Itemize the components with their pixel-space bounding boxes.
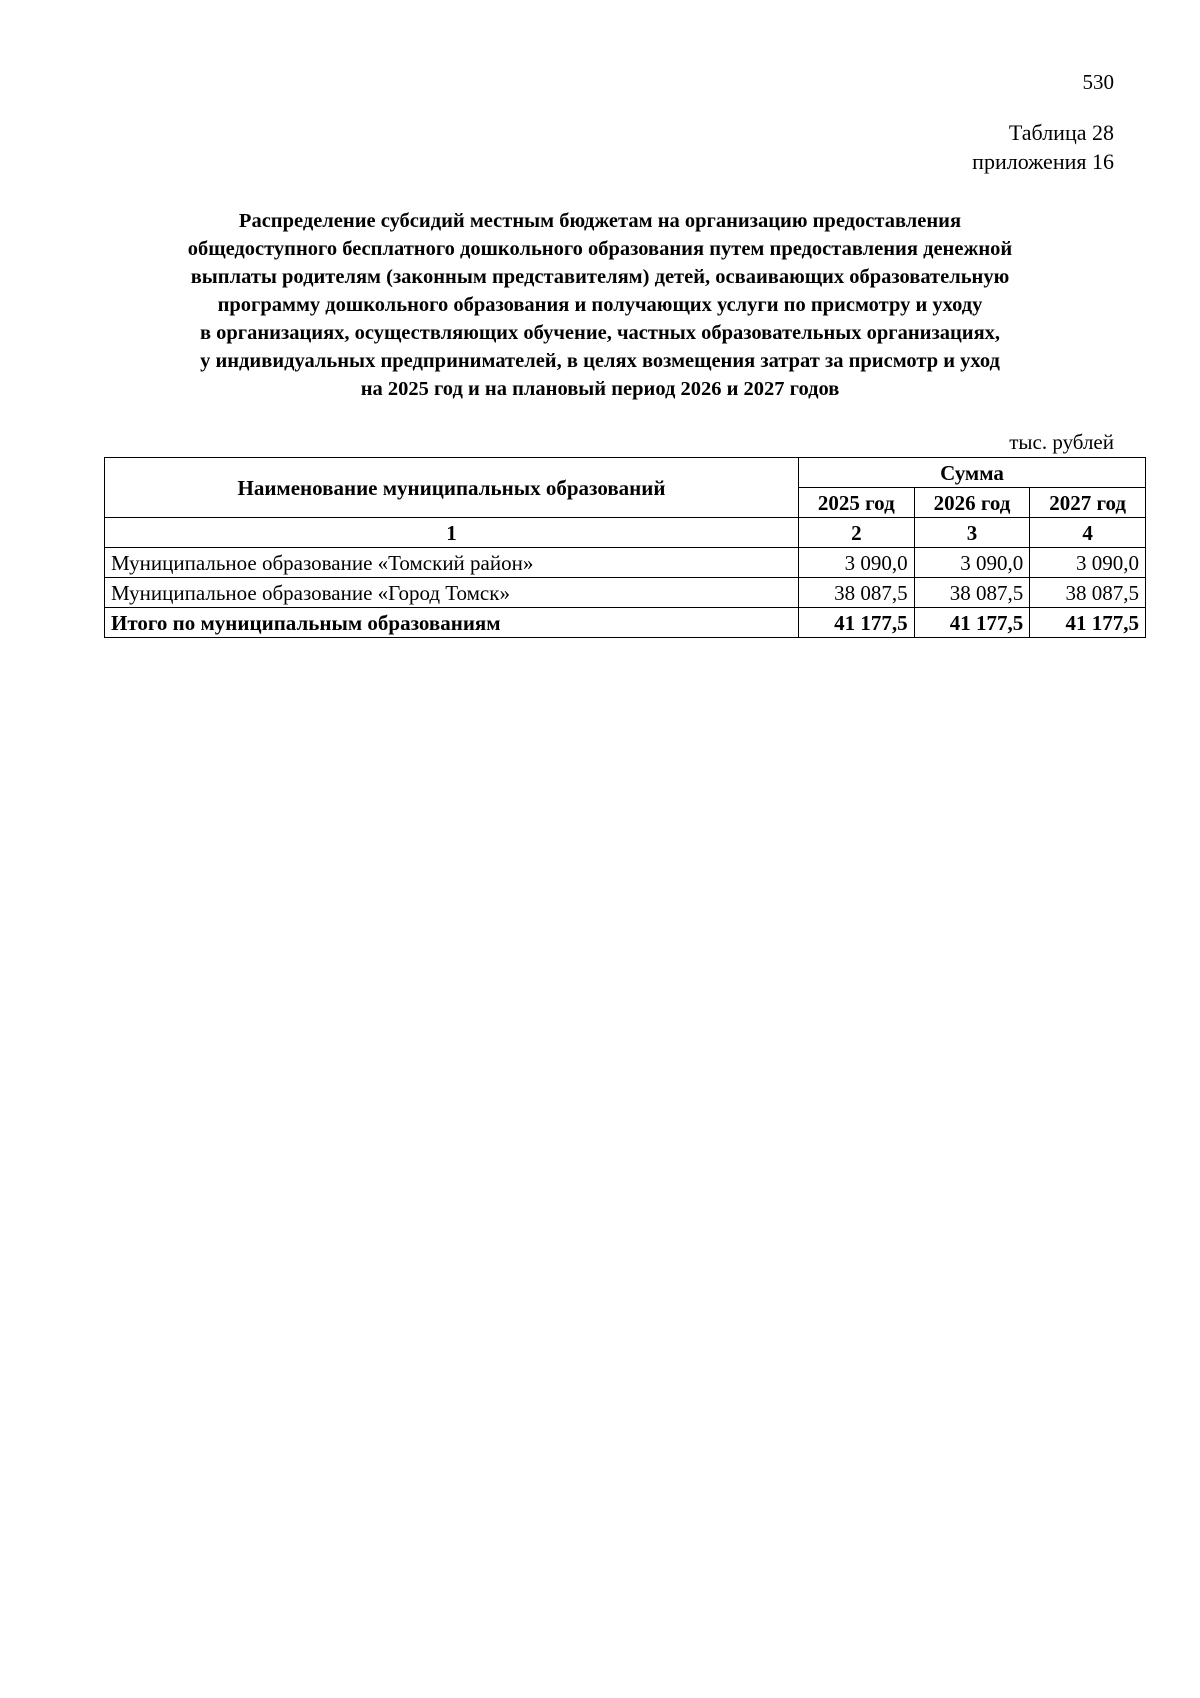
column-number: 1: [105, 518, 799, 548]
table-row: [105, 578, 1146, 608]
table-row: [105, 548, 1146, 578]
subsidy-table: [104, 457, 1146, 638]
total-2025: 41 177,5: [798, 608, 914, 638]
value-2025: 3 090,0: [798, 548, 914, 578]
value-2027: 38 087,5: [1030, 578, 1146, 608]
title-line: Распределение субсидий местным бюджетам на организацию предоставления: [238, 210, 962, 232]
table-reference: [972, 118, 1114, 176]
column-numbers-row: [105, 518, 1146, 548]
total-label: Итого по муниципальным образованиям: [105, 608, 799, 638]
value-2026: 3 090,0: [914, 548, 1030, 578]
header-sum: Сумма: [798, 458, 1145, 488]
table-number: Таблица 28: [1008, 120, 1114, 145]
municipality-name: Муниципальное образование «Томский район»: [105, 548, 799, 578]
title-line: выплаты родителям (законным представителям) детей, осваивающих образовательную: [190, 266, 1010, 288]
title-line: программу дошкольного образования и получающих услуги по присмотру и уходу: [217, 294, 983, 316]
header-year-2026: 2026 год: [914, 488, 1030, 518]
total-2026: 41 177,5: [914, 608, 1030, 638]
value-2027: 3 090,0: [1030, 548, 1146, 578]
municipality-name: Муниципальное образование «Город Томск»: [105, 578, 799, 608]
title-line: общедоступного бесплатного дошкольного образования путем предоставления денежной: [187, 238, 1013, 260]
column-number: 2: [798, 518, 914, 548]
header-row: [105, 458, 1146, 488]
column-number: 4: [1030, 518, 1146, 548]
value-2025: 38 087,5: [798, 578, 914, 608]
total-row: [105, 608, 1146, 638]
column-number: 3: [914, 518, 1030, 548]
units-label: тыс. рублей: [1009, 430, 1114, 454]
page-number: 530: [1082, 70, 1114, 94]
header-name: Наименование муниципальных образований: [105, 458, 799, 518]
title-line: в организациях, осуществляющих обучение, частных образовательных организациях,: [199, 322, 1001, 344]
title-line: на 2025 год и на плановый период 2026 и 2027 годов: [360, 378, 840, 400]
header-year-2027: 2027 год: [1030, 488, 1146, 518]
header-year-2025: 2025 год: [798, 488, 914, 518]
title-line: у индивидуальных предпринимателей, в целях возмещения затрат за присмотр и уход: [200, 350, 1000, 372]
document-title: [100, 207, 1100, 403]
total-2027: 41 177,5: [1030, 608, 1146, 638]
value-2026: 38 087,5: [914, 578, 1030, 608]
appendix-number: приложения 16: [972, 149, 1114, 174]
